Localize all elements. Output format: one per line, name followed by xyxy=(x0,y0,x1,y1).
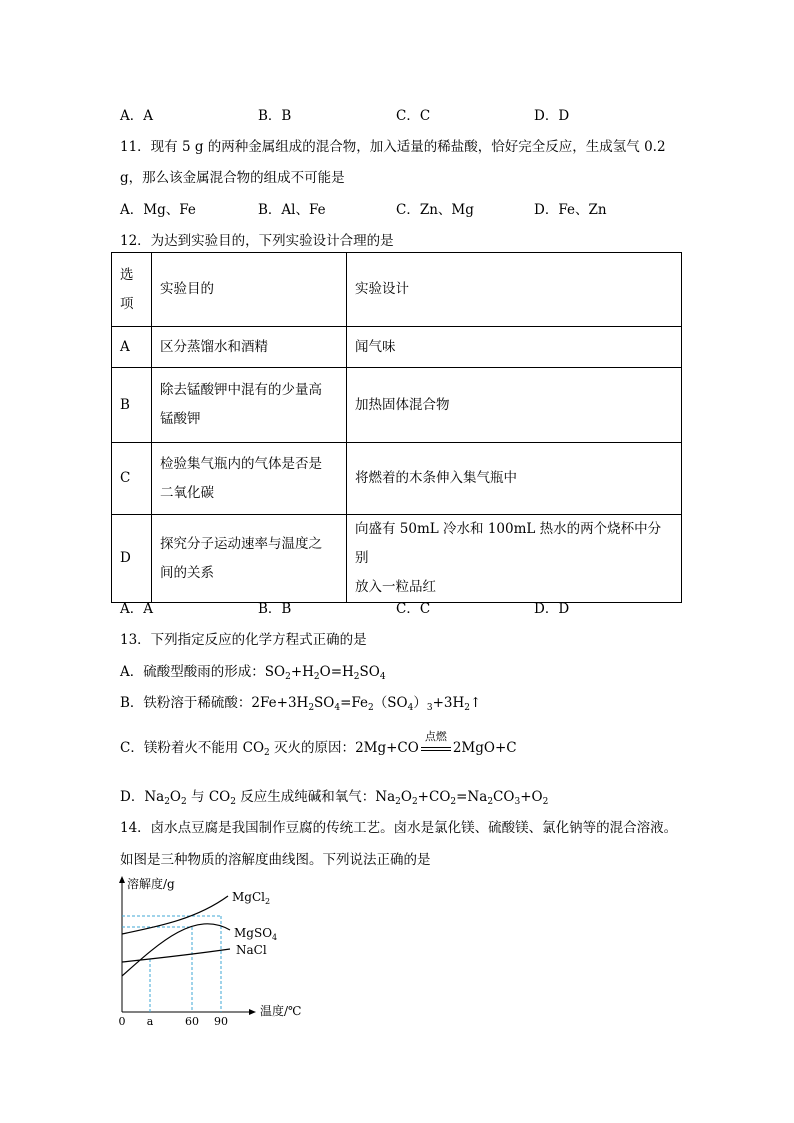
row-option: B xyxy=(112,368,152,443)
q10-option-d: D．D xyxy=(534,108,570,124)
table-row xyxy=(112,368,682,443)
row-goal: 探究分子运动速率与温度之 间的关系 xyxy=(152,515,347,603)
y-axis-arrow xyxy=(119,876,125,883)
x-tick-label: 60 xyxy=(185,1015,199,1028)
x-tick-label: 90 xyxy=(214,1015,228,1028)
header-goal: 实验目的 xyxy=(152,253,347,327)
x-axis-label: 温度/℃ xyxy=(260,1004,302,1018)
q11-stem-line1: 11．现有 5 g 的两种金属组成的混合物，加入适量的稀盐酸，恰好完全反应，生成氢气 0.2 xyxy=(120,139,666,155)
series-label-mgso4: MgSO$_4$ xyxy=(234,926,278,942)
header-option: 选 项 xyxy=(112,253,152,327)
equation-condition-arrow: 点燃 xyxy=(419,742,453,756)
q11-option-b: B．Al、Fe xyxy=(258,202,326,218)
q12-option-a: A．A xyxy=(120,601,153,617)
row-option: A xyxy=(112,327,152,368)
q14-stem-line1: 14．卤水点豆腐是我国制作豆腐的传统工艺。卤水是氯化镁、硫酸镁、氯化钠等的混合溶液。 xyxy=(120,820,678,836)
row-goal: 检验集气瓶内的气体是否是 二氧化碳 xyxy=(152,443,347,515)
q11-option-c: C．Zn、Mg xyxy=(396,202,474,218)
row-goal: 区分蒸馏水和酒精 xyxy=(152,327,347,368)
table-header-row xyxy=(112,253,682,327)
series-label-mgcl2: MgCl$_2$ xyxy=(232,890,271,906)
q10-option-b: B．B xyxy=(258,108,292,124)
table-row xyxy=(112,515,682,603)
row-design: 向盛有 50mL 冷水和 100mL 热水的两个烧杯中分别 放入一粒品红 xyxy=(347,515,682,603)
q12-option-d: D．D xyxy=(534,601,570,617)
table-row xyxy=(112,327,682,368)
q13-stem: 13．下列指定反应的化学方程式正确的是 xyxy=(120,632,367,648)
row-design: 加热固体混合物 xyxy=(347,368,682,443)
header-design: 实验设计 xyxy=(347,253,682,327)
table-row xyxy=(112,443,682,515)
series-nacl-curve xyxy=(122,949,230,962)
q13-option-b: B．铁粉溶于稀硫酸：$2Fe+3H_2SO_4=Fe_2(SO_4)_3+3H_2↑$ xyxy=(120,695,482,713)
y-axis-label: 溶解度/g xyxy=(127,877,175,891)
row-design: 闻气味 xyxy=(347,327,682,368)
q13-option-c: C．镁粉着火不能用 $CO_2$ 灭火的原因：2Mg+CO 点燃 2MgO+C xyxy=(120,729,517,758)
row-design: 将燃着的木条伸入集气瓶中 xyxy=(347,443,682,515)
q12-stem: 12．为达到实验目的，下列实验设计合理的是 xyxy=(120,233,394,249)
q11-option-d: D．Fe、Zn xyxy=(534,202,607,218)
q10-option-c: C．C xyxy=(396,108,431,124)
q12-table xyxy=(111,252,682,603)
x-tick-label: a xyxy=(146,1015,154,1028)
series-label-nacl: NaCl xyxy=(236,943,267,957)
row-goal: 除去锰酸钾中混有的少量高 锰酸钾 xyxy=(152,368,347,443)
q14-stem-line2: 如图是三种物质的溶解度曲线图。下列说法正确的是 xyxy=(120,852,431,868)
q11-option-a: A．Mg、Fe xyxy=(120,202,196,218)
q13-option-d: D．$Na_2O_2$ 与 $CO_2$ 反应生成纯碱和氧气：$Na_2O_2+CO_2=Na_2CO_3+O_2$ xyxy=(120,789,549,807)
series-mgcl2-curve xyxy=(122,896,228,934)
q11-stem-line2: g，那么该金属混合物的组成不可能是 xyxy=(120,170,345,186)
solubility-chart xyxy=(100,872,340,1032)
x-axis-arrow xyxy=(249,1009,256,1015)
q12-option-c: C．C xyxy=(396,601,431,617)
q12-option-b: B．B xyxy=(258,601,292,617)
x-tick-label: 0 xyxy=(118,1015,126,1028)
row-option: D xyxy=(112,515,152,603)
row-option: C xyxy=(112,443,152,515)
q10-option-a: A．A xyxy=(120,108,153,124)
q13-option-a: A．硫酸型酸雨的形成：$SO_2+H_2O=H_2SO_4$ xyxy=(120,664,386,682)
series-mgso4-curve xyxy=(122,924,230,976)
